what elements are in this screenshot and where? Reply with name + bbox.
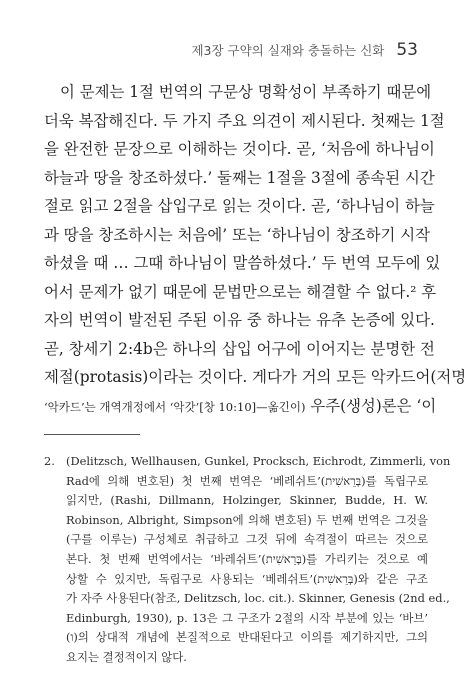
footnote-divider — [44, 434, 140, 435]
footnote-line: Edinburgh, 1930), p. 13은 그 구조가 2절의 시작 부분에 있는 ‘바브’ — [66, 610, 428, 625]
body-line: 절로 읽고 2절을 삽입구로 읽는 것이다. 곧, ‘하나님이 하늘 — [44, 197, 435, 215]
footnote-line: 상할 수 있지만, 독립구로 사용되는 ‘베레쉬트’(בְּרֵאשִׁית)와 같은 구조 — [66, 571, 428, 586]
footnote-line: 요지는 결정적이지 않다. — [66, 649, 187, 664]
body-line: 과 땅을 창조하시는 처음에’ 또는 ‘하나님이 창조하기 시작 — [44, 225, 430, 244]
body-line: 하늘과 땅을 창조하셨다.’ 둘째는 1절을 3절에 종속된 시간 — [44, 168, 435, 187]
body-line: 더욱 복잡해진다. 두 가지 주요 의견이 제시된다. 첫째는 1절 — [44, 111, 445, 130]
body-line: 을 완전한 문장으로 이해하는 것이다. 곧, ‘처음에 하나님이 — [44, 140, 435, 158]
body-line: 어서 문제가 없기 때문에 문법만으로는 해결할 수 없다.² 후 — [44, 282, 437, 301]
body-text — [44, 78, 467, 420]
translator-note: ‘악카드’는 개역개정에서 ‘악갓’[창 10:10]—옮긴이) — [44, 399, 306, 414]
body-line: 곧, 창세기 2:4b은 하나의 삽입 어구에 이어지는 분명한 전 — [44, 339, 435, 358]
body-line: 제절(protasis)이라는 것이다. 게다가 거의 모든 악카드어(저명 — [44, 368, 467, 386]
footnote-line: Rad에 의해 변호된) 첫 번째 번역은 ‘베레쉬트’(בְּרֵאשִׁית)를 독립구로 — [66, 473, 428, 488]
running-header — [191, 40, 418, 60]
footnote-line: Robinson, Albright, Simpson에 의해 변호된) 두 번째 번역은 그것을 — [66, 512, 428, 527]
footnote-line: 가 자주 사용된다(참조, Delitzsch, loc. cit.). Skinner, Genesis (2nd ed., — [66, 591, 450, 606]
footnote-line: (구를 이루는) 구성체로 취급하고 그것 뒤에 속격절이 따르는 것으로 — [66, 532, 428, 547]
footnote-line: (Delitzsch, Wellhausen, Gunkel, Procksch, Eichrodt, Zimmerli, von — [66, 454, 451, 468]
body-line: 자의 번역이 발전된 주된 이유 중 하나는 유추 논증에 있다. — [44, 311, 435, 329]
body-line: 이 문제는 1절 번역의 구문상 명확성이 부족하기 때문에 — [60, 83, 432, 101]
footnote-number: 2. — [44, 454, 55, 468]
body-line-last — [44, 392, 437, 421]
page-number: 53 — [396, 40, 418, 60]
footnote-first-line — [44, 452, 451, 472]
body-line: 하셨을 때 … 그때 하나님이 말씀하셨다.’ 두 번역 모두에 있 — [44, 254, 441, 272]
footnote-line: (ו)의 상대적 개념에 본질적으로 반대된다고 이의를 제기하지만, 그의 — [66, 630, 428, 645]
body-line-end: 우주(생성)론은 ‘이 — [305, 396, 437, 415]
footnote-line: 본다. 첫 번째 번역에서는 ‘바레쉬트’(בָּרֵאשִׁית)를 가리키는 것으로 예 — [66, 551, 428, 566]
footnotes — [44, 452, 451, 668]
chapter-title: 제3장 구약의 실재와 충돌하는 신화 — [191, 43, 385, 58]
footnote-line: 읽지만, (Rashi, Dillmann, Holzinger, Skinner, Budde, H. W. — [66, 493, 428, 508]
